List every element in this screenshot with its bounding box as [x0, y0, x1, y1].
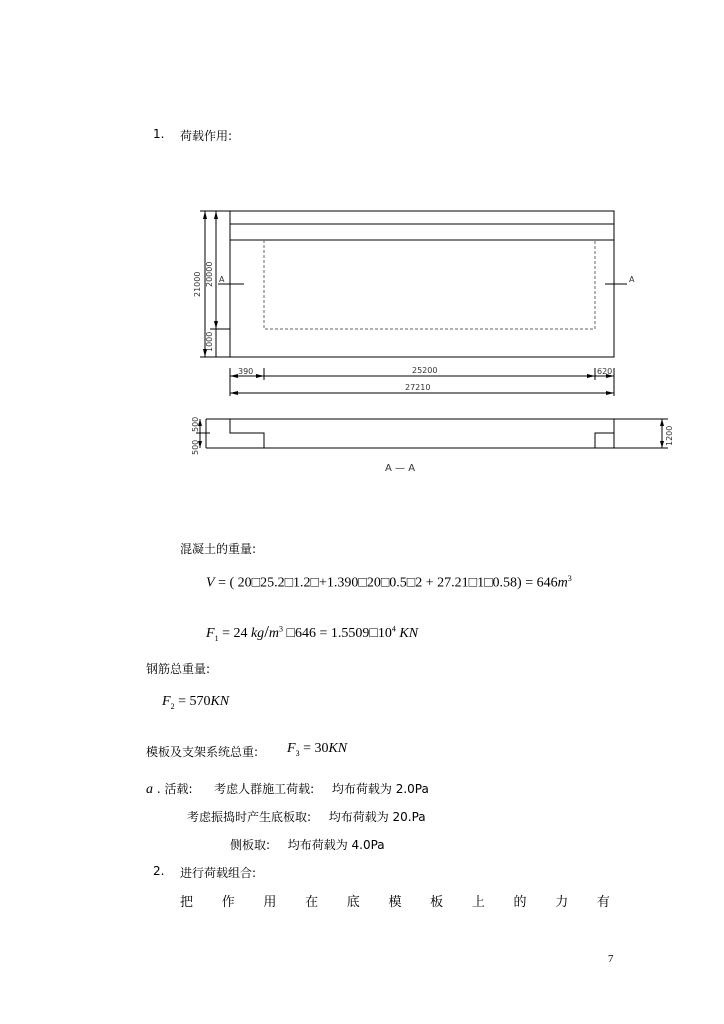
dim-1200: 1200	[665, 425, 674, 446]
dim-390: 390	[238, 367, 254, 376]
eq-f1-unit2-sup: 3	[279, 624, 284, 634]
rebar-label: 钢筋总重量:	[146, 662, 211, 676]
live-line3-b: 均布荷载为 4.0Pa	[287, 838, 385, 852]
spread-char: 上	[471, 895, 485, 910]
section-mark-right: A	[629, 275, 635, 284]
structure-drawing	[0, 0, 724, 480]
eq-f1-unit2: m	[268, 626, 280, 641]
eq-f3-lhs: F	[287, 741, 296, 756]
dim-620: 620	[597, 367, 613, 376]
live-letter: a	[146, 782, 153, 797]
spread-char: 底	[346, 895, 360, 910]
section-2-title: 进行荷载组合:	[180, 866, 257, 880]
live-line2-a: 考虑振捣时产生底板取:	[187, 810, 312, 824]
eq-f2-sub: 2	[170, 701, 175, 711]
concrete-label: 混凝土的重量:	[180, 542, 257, 556]
spread-char: 板	[430, 895, 444, 910]
spread-text-line	[180, 891, 610, 910]
live-load-row	[146, 780, 429, 798]
section-2-number: 2.	[153, 864, 165, 878]
page-number: 7	[608, 953, 614, 965]
eq-v-unit-sup: 3	[567, 574, 572, 583]
spread-char: 把	[180, 895, 194, 910]
eq-f1-exp: 4	[391, 624, 396, 634]
spread-char: 的	[513, 895, 527, 910]
formwork-equation	[287, 741, 347, 758]
concrete-weight-equation	[206, 622, 418, 643]
eq-f2-body: = 570	[174, 694, 211, 709]
section-label: A — A	[385, 463, 416, 474]
eq-f1-body1: = 24	[222, 626, 251, 641]
dim-27210: 27210	[405, 383, 431, 392]
spread-char: 作	[221, 895, 235, 910]
concrete-volume-equation	[206, 574, 572, 592]
spread-char: 有	[596, 895, 610, 910]
formwork-label: 模板及支架系统总重:	[146, 745, 259, 759]
eq-f1-lhs: F	[206, 626, 215, 641]
eq-f1-unit3: KN	[395, 626, 419, 641]
spread-char: 用	[263, 895, 277, 910]
eq-f3-sub: 3	[295, 748, 300, 758]
eq-f3-unit: KN	[328, 741, 348, 756]
dim-500-bottom: 500	[191, 439, 200, 455]
live-line3-a: 侧板取:	[230, 838, 271, 852]
live-line2-b: 均布荷载为 20.Pa	[328, 810, 426, 824]
live-label: . 活载:	[156, 782, 193, 796]
dim-500-top: 500	[191, 416, 200, 432]
eq-v-lhs: V	[206, 575, 215, 591]
dim-21000: 21000	[193, 271, 202, 297]
live-line1-b: 均布荷载为 2.0Pa	[331, 782, 429, 796]
eq-f2-unit: KN	[210, 694, 230, 709]
plan-outline	[230, 211, 614, 357]
eq-v-unit: m	[557, 575, 568, 591]
dim-20000: 20000	[205, 261, 214, 287]
dim-1000: 1000	[205, 331, 214, 352]
eq-f1-sub: 1	[214, 633, 219, 643]
section-1-title: 荷载作用:	[180, 129, 233, 143]
eq-f1-slash: /	[264, 622, 269, 641]
dim-25200: 25200	[412, 366, 438, 375]
eq-f2-lhs: F	[162, 694, 171, 709]
live-line1-a: 考虑人群施工荷载:	[214, 782, 315, 796]
live-line2	[187, 808, 426, 825]
spread-char: 在	[305, 895, 319, 910]
spread-char: 模	[388, 895, 402, 910]
rebar-equation	[162, 694, 229, 711]
plan-inner-dashed	[264, 240, 595, 329]
spread-char: 力	[555, 895, 569, 910]
eq-v-body: = ( 20□25.2□1.2□+1.390□20□0.5□2 + 27.21□1□0.58) = 646	[218, 575, 558, 591]
section-1-number: 1.	[153, 127, 165, 141]
live-line3	[230, 836, 385, 853]
eq-f1-body2: □646 = 1.5509□10	[283, 626, 392, 641]
section-mark-left: A	[219, 275, 225, 284]
eq-f3-body: = 30	[299, 741, 329, 756]
eq-f1-unit: kg	[250, 626, 265, 641]
